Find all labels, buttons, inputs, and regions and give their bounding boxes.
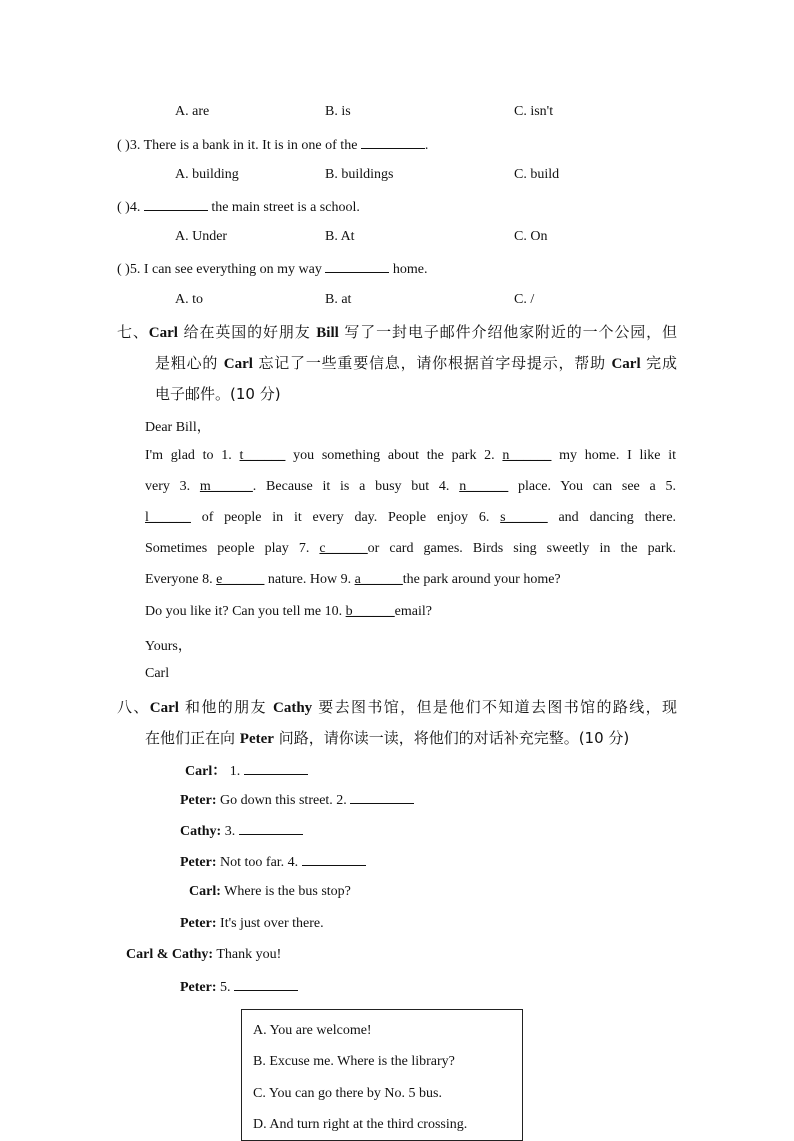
email-text: email? [394, 604, 432, 619]
name-carl: Carl [223, 356, 253, 372]
heading-text: 完成 [640, 354, 677, 372]
section-7-heading-line3: 电子邮件。(10 分) [155, 385, 281, 403]
answer-blank [144, 198, 208, 211]
hint-blank-4: n______ [459, 479, 509, 494]
answer-blank [239, 822, 303, 835]
email-line-2 [145, 479, 676, 495]
q4-stem: the main street is a school. [211, 200, 360, 215]
email-signature: Carl [145, 666, 170, 681]
answer-blank [234, 978, 298, 991]
name-carl: Carl [611, 356, 641, 372]
hint-blank-8: e______ [216, 572, 265, 587]
dialog-line-1 [185, 760, 308, 780]
q3-stem-end: . [424, 138, 429, 153]
choice-b: B. Excuse me. Where is the library? [253, 1054, 455, 1069]
hint-blank-2: n______ [502, 448, 552, 463]
email-text: and dancing there. [558, 510, 677, 525]
hint-blank-6: s______ [500, 510, 548, 525]
speaker: Peter: [180, 793, 217, 808]
q4-option-a: A. Under [175, 229, 228, 244]
speaker: Carl & Cathy: [126, 947, 214, 962]
speaker: Carl: [189, 884, 221, 899]
dialog-line-3 [180, 822, 303, 840]
email-text: you something about the park 2. [293, 448, 495, 463]
q5-question [117, 260, 428, 278]
q4-question [117, 198, 360, 216]
speaker: Peter: [180, 855, 217, 870]
hint-blank-7: c______ [319, 541, 368, 556]
email-line-3 [145, 510, 676, 526]
heading-text: 给在英国的好朋友 [177, 323, 317, 341]
dialog-text: 1. [229, 764, 241, 779]
speaker: Cathy: [180, 824, 222, 839]
hint-blank-9: a______ [354, 572, 403, 587]
email-text: the park around your home? [402, 572, 561, 587]
email-line-6 [145, 604, 432, 620]
section-8-heading-line1 [117, 696, 677, 717]
name-peter: Peter [239, 731, 274, 747]
choice-d: D. And turn right at the third crossing. [253, 1117, 468, 1132]
dialog-line-6 [180, 916, 324, 932]
dialog-line-4 [180, 853, 366, 871]
dialog-text: 3. [224, 824, 236, 839]
dialog-line-8 [180, 978, 298, 996]
heading-text: 在他们正在向 [145, 729, 240, 747]
choice-c: C. You can go there by No. 5 bus. [253, 1086, 442, 1101]
email-text: of people in it every day. People enjoy 6. [201, 510, 490, 525]
q3-option-a: A. building [175, 167, 239, 182]
email-text: Everyone 8. [145, 572, 213, 587]
email-text: or card games. Birds sing sweetly in the park. [367, 541, 676, 556]
name-cathy: Cathy [273, 700, 313, 716]
q3-option-c: C. build [514, 167, 560, 182]
section-7-heading-line1 [117, 321, 677, 342]
dialog-text: 5. [220, 980, 231, 995]
q2-option-a: A. are [175, 104, 210, 119]
q5-stem-end: home. [392, 262, 428, 277]
heading-text: 要去图书馆，但是他们不知道去图书馆的路线，现 [312, 698, 677, 716]
answer-paren: ( ) [117, 138, 130, 153]
choices-box [241, 1009, 523, 1141]
answer-blank [361, 136, 425, 149]
email-text: place. You can see a 5. [517, 479, 677, 494]
section-number: 七、 [117, 323, 149, 341]
hint-blank-3: m______ [199, 479, 253, 494]
q5-option-b: B. at [325, 292, 352, 307]
email-line-1 [145, 448, 676, 464]
hint-blank-10: b______ [345, 604, 395, 619]
email-text: I'm glad to 1. [145, 448, 232, 463]
q3-stem: 3. There is a bank in it. It is in one of the [129, 138, 358, 153]
q5-option-a: A. to [175, 292, 203, 307]
dialog-text: Where is the bus stop? [224, 884, 351, 899]
dialog-line-7 [126, 947, 281, 963]
dialog-text: Thank you! [216, 947, 282, 962]
email-greeting: Dear Bill， [145, 420, 211, 435]
answer-blank [244, 762, 308, 775]
q4-option-c: C. On [514, 229, 548, 244]
heading-text: 忘记了一些重要信息，请你根据首字母提示，帮助 [252, 354, 612, 372]
speaker: Peter: [180, 980, 217, 995]
speaker: Carl： [185, 764, 227, 779]
q2-option-c: C. isn't [514, 104, 554, 119]
email-text: . Because it is a busy but 4. [252, 479, 450, 494]
name-bill: Bill [316, 325, 339, 341]
section-8-heading-line2 [145, 727, 629, 748]
dialog-line-5 [189, 884, 351, 900]
section-number: 八、 [117, 698, 150, 716]
email-line-5 [145, 572, 561, 588]
hint-blank-1: t______ [239, 448, 286, 463]
q4-option-b: B. At [325, 229, 355, 244]
email-closing: Yours， [145, 639, 192, 654]
choice-a: A. You are welcome! [253, 1023, 372, 1038]
speaker: Peter: [180, 916, 217, 931]
email-text: Sometimes people play 7. [145, 541, 310, 556]
answer-blank [325, 260, 389, 273]
dialog-text: It's just over there. [220, 916, 324, 931]
answer-paren: ( ) [117, 200, 130, 215]
q5-stem: 5. I can see everything on my way [129, 262, 322, 277]
q3-option-b: B. buildings [325, 167, 394, 182]
answer-blank [350, 791, 414, 804]
name-carl: Carl [148, 325, 178, 341]
name-carl: Carl [149, 700, 179, 716]
email-line-4 [145, 541, 676, 557]
heading-text: 是粗心的 [155, 354, 224, 372]
email-text: Do you like it? Can you tell me 10. [145, 604, 343, 619]
heading-text: 写了一封电子邮件介绍他家附近的一个公园，但 [338, 323, 677, 341]
q5-option-c: C. / [514, 292, 535, 307]
section-7-heading-line2 [155, 352, 677, 373]
email-text: very 3. [145, 479, 191, 494]
dialog-line-2 [180, 791, 414, 809]
answer-paren: ( ) [117, 262, 130, 277]
hint-blank-5: l______ [145, 510, 191, 525]
dialog-text: Go down this street. 2. [220, 793, 347, 808]
heading-text: 和他的朋友 [178, 698, 273, 716]
q3-question [117, 136, 428, 154]
q4-number: 4. [129, 200, 141, 215]
email-text: nature. How 9. [267, 572, 352, 587]
q2-option-b: B. is [325, 104, 351, 119]
heading-text: 问路，请你读一读，将他们的对话补充完整。(10 分) [273, 729, 630, 747]
email-text: my home. I like it [559, 448, 677, 463]
dialog-text: Not too far. 4. [220, 855, 299, 870]
answer-blank [302, 853, 366, 866]
